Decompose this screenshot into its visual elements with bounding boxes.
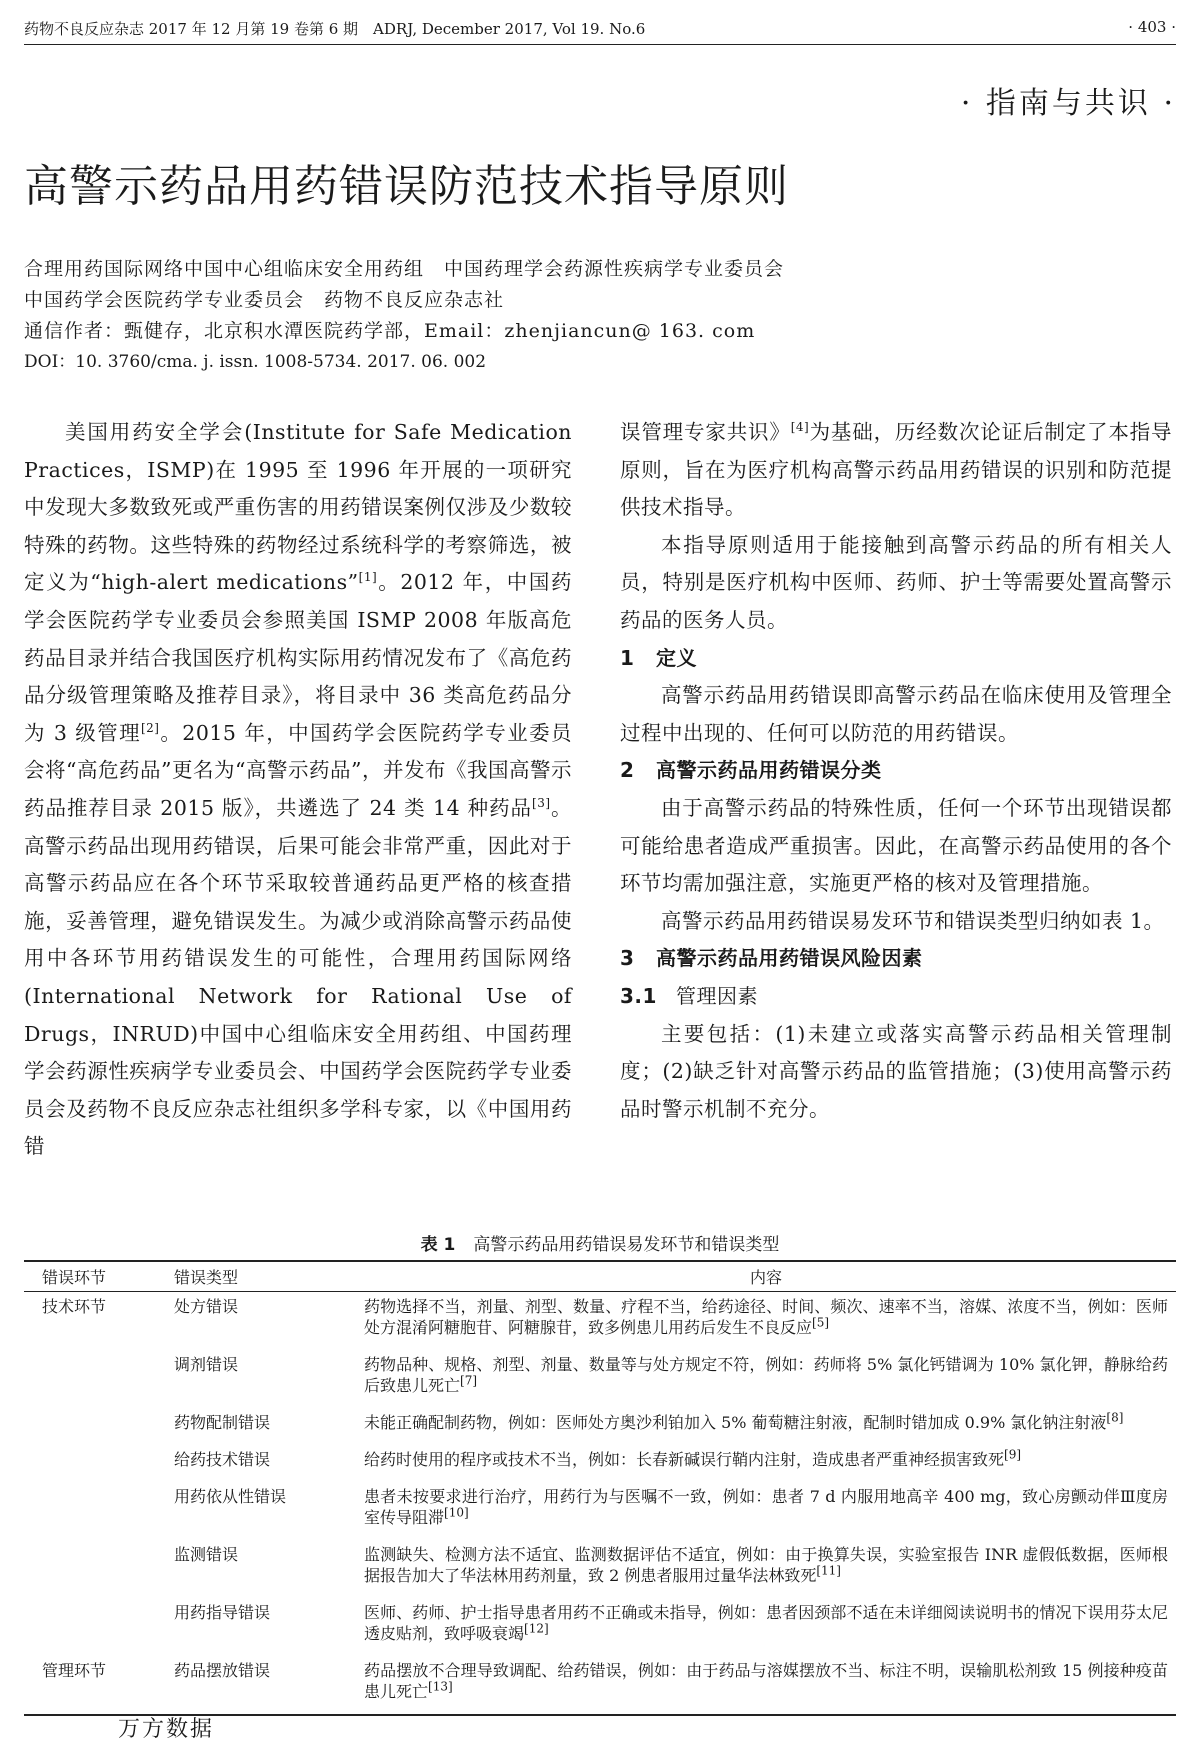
cell-content: [364, 1656, 1176, 1715]
section-heading-3: [620, 940, 1172, 978]
intro-text-a: 美国用药安全学会(Institute for Safe Medication Practices，ISMP)在 1995 至 1996 年开展的一项研究中发现大多数致死或严重伤害的用药错误案例仅涉及少数较特殊的药物。这些特殊的药物经过系统科学的考察筛选，被定义为“high-alert medications”: [24, 420, 572, 595]
subsection-number: 3.1: [620, 983, 657, 1008]
cell-content: [364, 1482, 1176, 1540]
intro-cont-b: 为基础，历经数次论证后制定了本指导原则，旨在为医疗机构高警示药品用药错误的识别和防范提供技术指导。: [620, 420, 1173, 520]
cell-stage: [24, 1482, 154, 1540]
content-text: 药品摆放不合理导致调配、给药错误，例如：由于药品与溶媒摆放不当、标注不明，误输肌松剂致 15 例接种疫苗患儿死亡: [364, 1661, 1168, 1701]
content-text: 给药时使用的程序或技术不当，例如：长春新碱误行鞘内注射，造成患者严重神经损害致死: [364, 1450, 1005, 1469]
running-head: [24, 18, 1176, 45]
subsection-title: 管理因素: [676, 983, 758, 1008]
cell-stage: 技术环节: [42, 1297, 107, 1316]
cell-type: 调剂错误: [174, 1355, 239, 1374]
citation: [7]: [460, 1373, 478, 1388]
content-text: 患者未按要求进行治疗，用药行为与医嘱不一致，例如：患者 7 d 内服用地高辛 400 mg，致心房颤动伴Ⅲ度房室传导阻滞: [364, 1487, 1168, 1527]
cell-content: [364, 1540, 1176, 1598]
content-text: 药物品种、规格、剂型、剂量、数量等与处方规定不符，例如：药师将 5% 氯化钙错调为 10% 氯化钾，静脉给药后致患儿死亡: [364, 1355, 1168, 1395]
header-type: 错误类型: [154, 1261, 364, 1292]
content-text: 药物选择不当，剂量、剂型、数量、疗程不当，给药途径、时间、频次、速率不当，溶媒、浓度不当，例如：医师处方混淆阿糖胞苷、阿糖腺苷，致多例患儿用药后发生不良反应: [364, 1297, 1168, 1337]
cell-stage: 管理环节: [24, 1656, 154, 1715]
table-reference-paragraph: 高警示药品用药错误易发环节和错误类型归纳如表 1。: [661, 908, 1165, 933]
cell-content: [364, 1350, 1176, 1408]
cell-stage: [24, 1350, 154, 1408]
cell-type: 给药技术错误: [174, 1450, 271, 1469]
table-number: 表 1: [420, 1235, 456, 1255]
cell-stage: [24, 1445, 154, 1482]
section-number: 2: [620, 758, 635, 783]
content-text: 监测缺失、检测方法不适宜、监测数据评估不适宜，例如：由于换算失误，实验室报告 INR 虚假低数据，医师根据报告加大了华法林用药剂量，致 2 例患者服用过量华法林致死: [364, 1545, 1168, 1585]
intro-text-b: 。2012 年，中国药学会医院药学专业委员会参照美国 ISMP 2008 年版高危药品目录并结合我国医疗机构实际用药情况发布了《高危药品分级管理策略及推荐目录》，将目录中 36 类高危药品分为 3 级管理: [24, 570, 573, 745]
cell-type: 用药指导错误: [174, 1603, 271, 1622]
scope-paragraph: 本指导原则适用于能接触到高警示药品的所有相关人员，特别是医疗机构中医师、药师、护士等需要处置高警示药品的医务人员。: [620, 532, 1172, 632]
intro-text-c: 。2015 年，中国药学会医院药学专业委员会将“高危药品”更名为“高警示药品”，并发布《我国高警示药品推荐目录 2015 版》，共遴选了 24 类 14 种药品: [24, 720, 572, 820]
left-column: [24, 414, 572, 1166]
table-row: [24, 1445, 1176, 1482]
section-number: 3: [620, 946, 635, 971]
intro-cont-a: 误管理专家共识》: [620, 420, 791, 444]
header-stage: 错误环节: [24, 1261, 154, 1292]
table-row: [24, 1482, 1176, 1540]
citation: [11]: [816, 1563, 841, 1578]
citation: [12]: [524, 1621, 549, 1636]
running-head-journal: 药物不良反应杂志 2017 年 12 月第 19 卷第 6 期 ADRJ, December 2017, Vol 19. No.6: [24, 20, 646, 38]
cell-type: 用药依从性错误: [174, 1487, 287, 1506]
article-title: 高警示药品用药错误防范技术指导原则: [24, 161, 789, 212]
cell-stage: [24, 1540, 154, 1598]
table-caption: [0, 1230, 1200, 1255]
table-row: [24, 1540, 1176, 1598]
table-header-row: [24, 1261, 1176, 1292]
cell-type: 处方错误: [174, 1297, 239, 1316]
intro-text-d: 。高警示药品出现用药错误，后果可能会非常严重，因此对于高警示药品应在各个环节采取较普通药品更严格的核查措施，妥善管理，避免错误发生。为减少或消除高警示药品使用中各环节用药错误发生的可能性，合理用药国际网络(International Network for Rational Use of Drugs，INRUD)中国中心组临床安全用药组、中国药理学会药源性疾病学专业委员会、中国药学会医院药学专业委员会及药物不良反应杂志社组织多学科专家，以《中国用药错: [24, 795, 572, 1159]
cell-stage: [24, 1598, 154, 1656]
section-number: 1: [620, 645, 635, 670]
section-heading-1: [620, 640, 1172, 678]
error-types-table: [24, 1260, 1176, 1716]
page-number: · 403 ·: [1128, 18, 1176, 36]
section-label: · 指南与共识 ·: [960, 86, 1176, 121]
section-title: 高警示药品用药错误分类: [656, 758, 882, 783]
content-text: 医师、药师、护士指导患者用药不正确或未指导，例如：患者因颈部不适在未详细阅读说明书的情况下误用芬太尼透皮贴剂，致呼吸衰竭: [364, 1603, 1168, 1643]
section-title: 高警示药品用药错误风险因素: [656, 946, 923, 971]
cell-content: [364, 1445, 1176, 1482]
citation: [3]: [532, 796, 551, 811]
author-line-2: 中国药学会医院药学专业委员会 药物不良反应杂志社: [24, 289, 505, 311]
citation: [1]: [358, 570, 378, 585]
citation: [13]: [428, 1679, 453, 1694]
table-row: [24, 1598, 1176, 1656]
section-heading-2: [620, 752, 1172, 790]
citation: [10]: [444, 1505, 469, 1520]
table-row: [24, 1656, 1176, 1715]
correspondence: 通信作者：甄健存，北京积水潭医院药学部，Email：zhenjiancun@ 163. com: [24, 320, 756, 342]
management-factors-paragraph: 主要包括：(1)未建立或落实高警示药品相关管理制度；(2)缺乏针对高警示药品的监管措施；(3)使用高警示药品时警示机制不充分。: [620, 1021, 1172, 1121]
intro-paragraph: [24, 414, 572, 1166]
doi: DOI：10. 3760/cma. j. issn. 1008-5734. 2017. 06. 002: [24, 352, 487, 372]
subsection-heading-3-1: [620, 978, 1172, 1016]
table-row: [24, 1350, 1176, 1408]
citation: [2]: [140, 720, 160, 735]
table-title: 高警示药品用药错误易发环节和错误类型: [473, 1235, 780, 1255]
watermark: 万方数据: [118, 1717, 215, 1742]
content-text: 未能正确配制药物，例如：医师处方奥沙利铂加入 5% 葡萄糖注射液，配制时错加成 0.9% 氯化钠注射液: [364, 1413, 1107, 1432]
table-row: [24, 1292, 1176, 1351]
header-content: 内容: [364, 1261, 1176, 1292]
cell-type: 药品摆放错误: [154, 1656, 364, 1715]
cell-type: 监测错误: [174, 1545, 239, 1564]
intro-continued: [620, 414, 1172, 527]
cell-stage: [24, 1408, 154, 1445]
definition-paragraph: 高警示药品用药错误即高警示药品在临床使用及管理全过程中出现的、任何可以防范的用药错误。: [620, 683, 1172, 745]
section-title: 定义: [656, 645, 697, 670]
citation: [9]: [1004, 1447, 1022, 1462]
citation: [8]: [1106, 1410, 1124, 1425]
cell-type: 药物配制错误: [174, 1413, 271, 1432]
citation: [5]: [812, 1315, 830, 1330]
citation: [4]: [790, 420, 810, 435]
author-block: [24, 254, 1124, 378]
table-row: [24, 1408, 1176, 1445]
author-line-1: 合理用药国际网络中国中心组临床安全用药组 中国药理学会药源性疾病学专业委员会: [24, 258, 785, 280]
right-column: [620, 414, 1172, 1128]
cell-content: [364, 1408, 1176, 1445]
classification-paragraph: 由于高警示药品的特殊性质，任何一个环节出现错误都可能给患者造成严重损害。因此，在高警示药品使用的各个环节均需加强注意，实施更严格的核对及管理措施。: [620, 795, 1172, 896]
cell-content: [364, 1292, 1176, 1351]
cell-content: [364, 1598, 1176, 1656]
